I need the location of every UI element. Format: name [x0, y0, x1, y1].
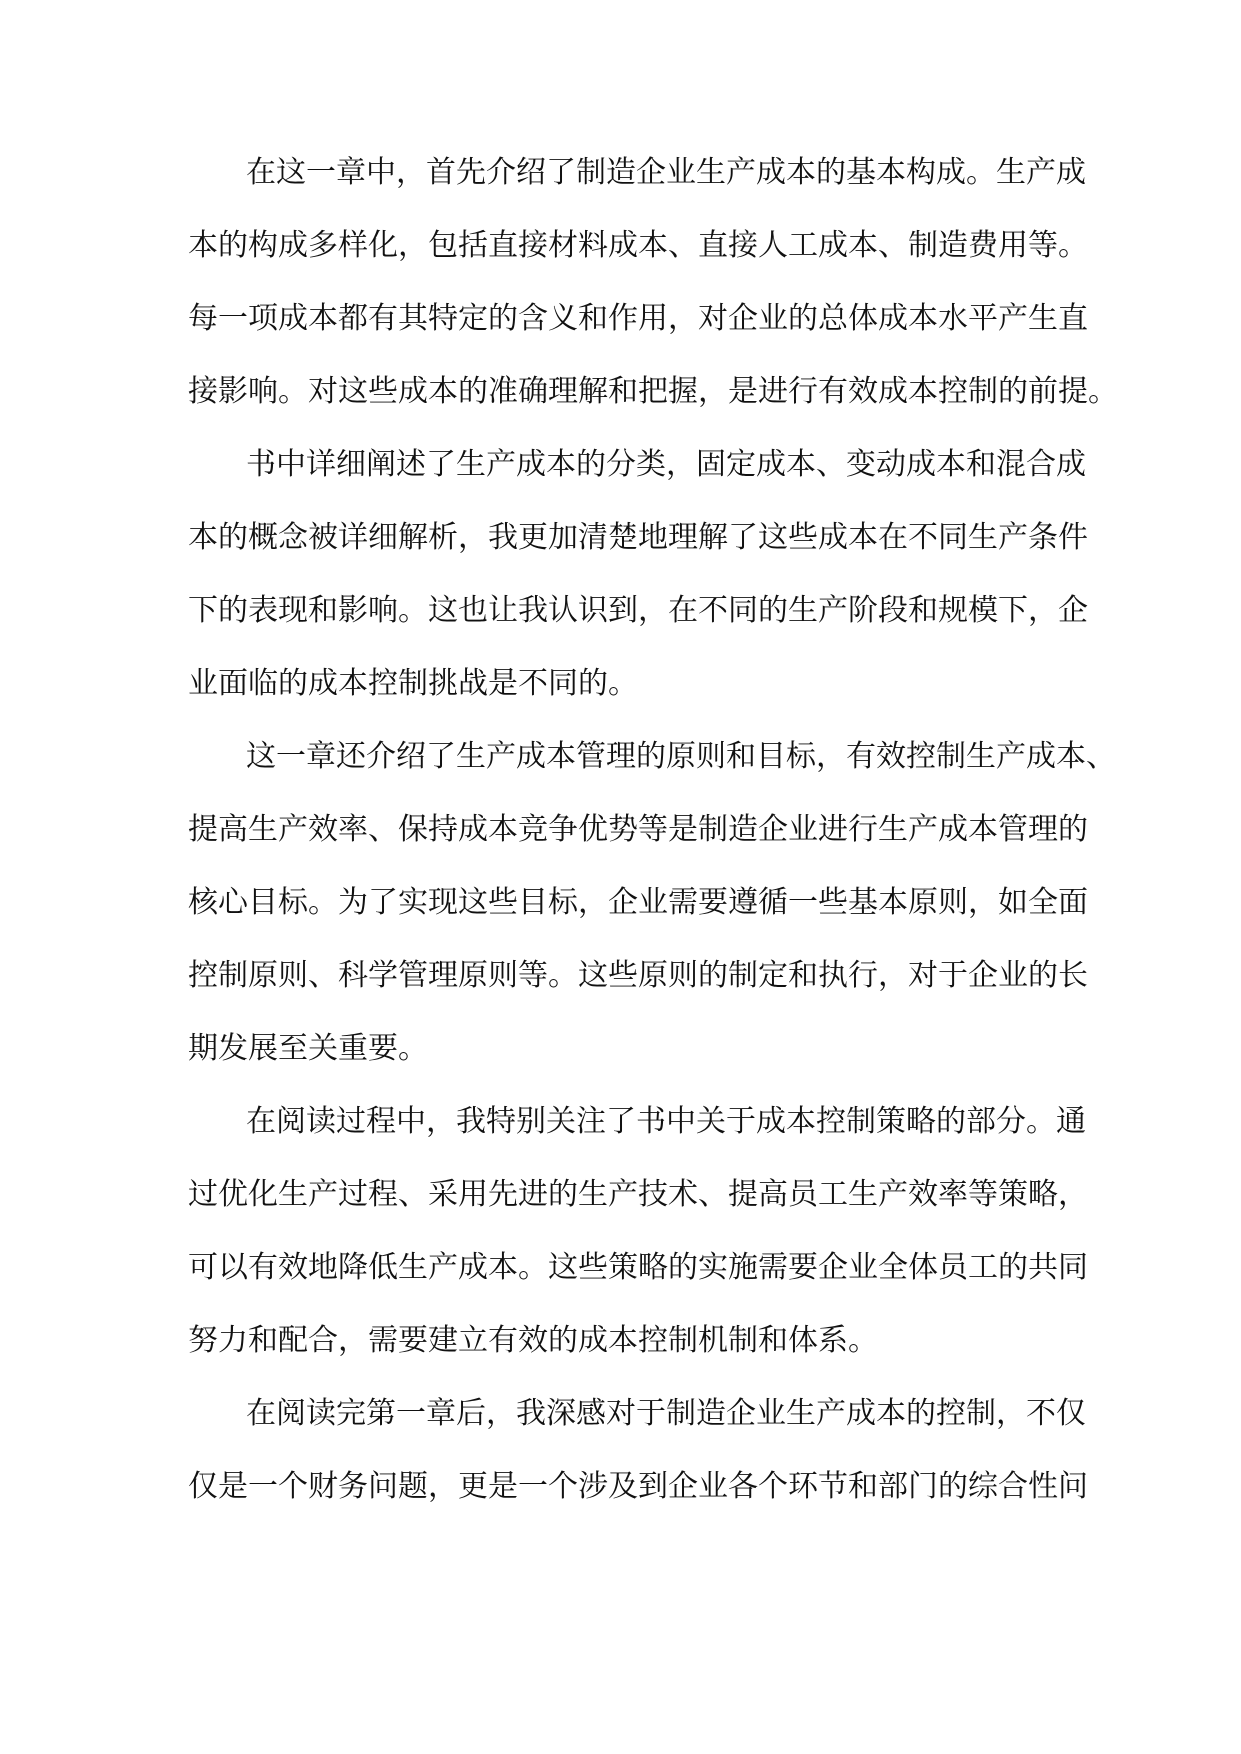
text-line: 在阅读完第一章后，我深感对于制造企业生产成本的控制，不仅 [246, 1396, 1086, 1431]
text-line: 下的表现和影响。这也让我认识到，在不同的生产阶段和规模下，企 [188, 593, 1088, 628]
text-line: 期发展至关重要。 [188, 1031, 428, 1066]
text-line: 每一项成本都有其特定的含义和作用，对企业的总体成本水平产生直 [188, 301, 1088, 336]
text-line: 这一章还介绍了生产成本管理的原则和目标，有效控制生产成本、 [246, 739, 1116, 774]
text-line: 核心目标。为了实现这些目标，企业需要遵循一些基本原则，如全面 [188, 885, 1088, 920]
text-line: 接影响。对这些成本的准确理解和把握，是进行有效成本控制的前提。 [188, 374, 1118, 409]
text-line: 努力和配合，需要建立有效的成本控制机制和体系。 [188, 1323, 878, 1358]
document-body [188, 136, 1118, 1523]
text-line: 业面临的成本控制挑战是不同的。 [188, 666, 638, 701]
text-line: 本的概念被详细解析，我更加清楚地理解了这些成本在不同生产条件 [188, 520, 1088, 555]
text-line: 控制原则、科学管理原则等。这些原则的制定和执行，对于企业的长 [188, 958, 1088, 993]
text-line: 在阅读过程中，我特别关注了书中关于成本控制策略的部分。通 [246, 1104, 1086, 1139]
paragraph [188, 720, 1116, 1085]
text-line: 书中详细阐述了生产成本的分类，固定成本、变动成本和混合成 [246, 447, 1086, 482]
text-line: 在这一章中，首先介绍了制造企业生产成本的基本构成。生产成 [246, 155, 1086, 190]
paragraph [188, 1377, 1088, 1523]
paragraph [188, 136, 1118, 428]
text-line: 提高生产效率、保持成本竞争优势等是制造企业进行生产成本管理的 [188, 812, 1088, 847]
paragraph [188, 428, 1088, 720]
text-line: 过优化生产过程、采用先进的生产技术、提高员工生产效率等策略， [188, 1177, 1088, 1212]
text-line: 仅是一个财务问题，更是一个涉及到企业各个环节和部门的综合性问 [188, 1469, 1088, 1504]
text-line: 可以有效地降低生产成本。这些策略的实施需要企业全体员工的共同 [188, 1250, 1088, 1285]
paragraph [188, 1085, 1088, 1377]
text-line: 本的构成多样化，包括直接材料成本、直接人工成本、制造费用等。 [188, 228, 1088, 263]
